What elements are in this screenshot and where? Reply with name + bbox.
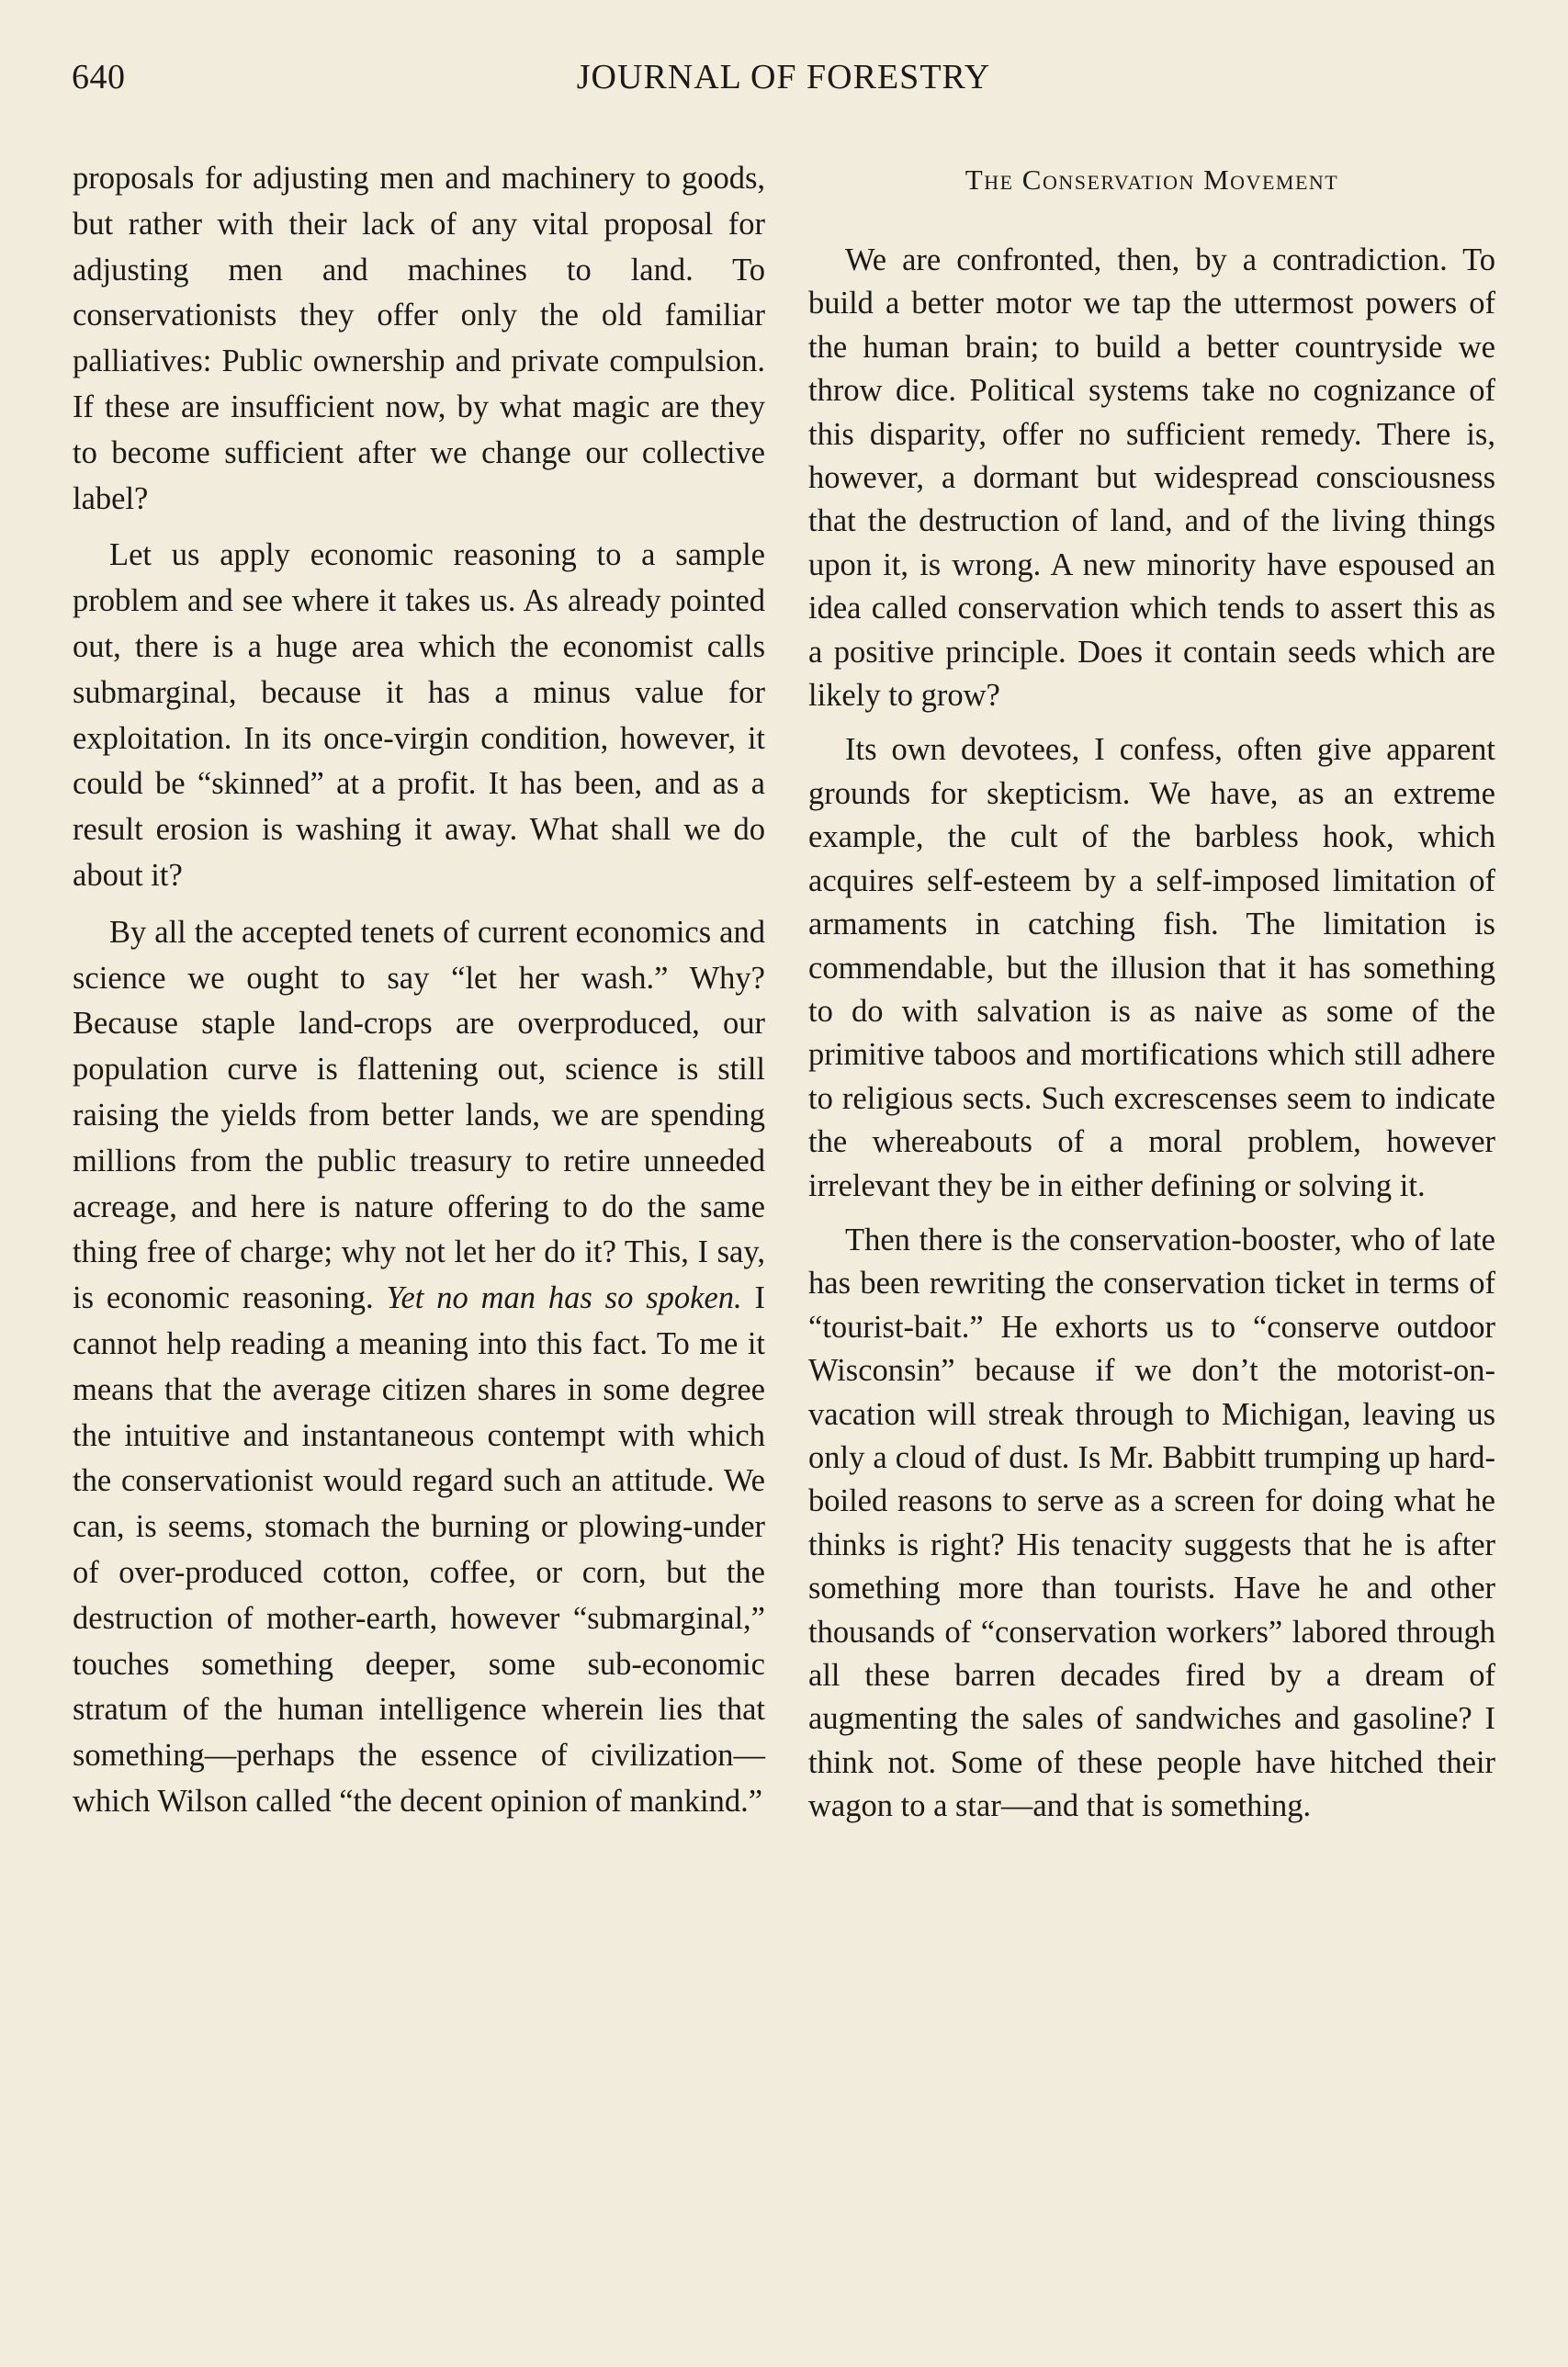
left-column — [73, 156, 765, 1836]
body-paragraph: proposals for adjusting men and machinery to goods, but rather with their lack of any vital proposal for adjusting men and machines to land. To conservationists they offer only the old familiar palliatives: Public ownership and private compulsion. If these are insufficient now, by what magic are they to become sufficient after we change our collective label? — [73, 161, 765, 516]
page-header — [72, 57, 1495, 112]
body-paragraph: We are confronted, then, by a contradiction. To build a better motor we tap the uttermost powers of the human brain; to build a better countryside we throw dice. Political systems take no cognizance of this disparity, offer no sufficient remedy. There is, however, a dormant but widespread consciousness that the destruction of land, and of the living things upon it, is wrong. A new minority have espoused an idea called conservation which tends to assert this as a positive principle. Does it contain seeds which are likely to grow? — [808, 242, 1495, 714]
body-paragraph: Its own devotees, I confess, often give apparent grounds for skepticism. We have, as an extreme example, the cult of the barbless hook, which acquires self-esteem by a self-imposed limitation of armaments in catching fish. The limitation is commendable, but the illusion that it has something to do with salvation is as naive as some of the primitive taboos and mortifications which still adhere to religious sects. Such excrescenses seem to indicate the whereabouts of a moral problem, however irrelevant they be in either defining or solving it. — [808, 732, 1495, 1203]
body-paragraph: Then there is the conservation-booster, who of late has been rewriting the conservation ticket in terms of “tourist-bait.” He exhorts us to “conserve outdoor Wisconsin” because if we don’t the motorist-on-vacation will streak through to Michigan, leaving us only a cloud of dust. Is Mr. Babbitt trumping up hard-boiled reasons to serve as a screen for doing what he thinks is right? His tenacity suggests that he is after something more than tourists. Have he and other thousands of “conservation workers” labored through all these barren decades fired by a dream of augmenting the sales of sandwiches and gasoline? I think not. Some of these people have hitched their wagon to a star—and that is something. — [808, 1222, 1495, 1824]
page-number: 640 — [72, 58, 126, 96]
paragraph-text: I cannot help reading a meaning into this fact. To me it means that the average citizen shares in some degree the intuitive and instantaneous contempt with which the conservationist would regard such an attitude. We can, is seems, stomach the burning or plowing-under of over-produced cotton, coffee, or corn, but the destruction of mother-earth, however “submarginal,” touches something deeper, some sub-economic stratum of the human intelligence wherein lies that something—perhaps the essence of civilization—which Wilson called “the decent opinion of mankind.” — [73, 1280, 765, 1819]
journal-title: JOURNAL OF FORESTRY — [576, 58, 991, 96]
right-column — [808, 158, 1495, 1840]
section-heading: The Conservation Movement — [964, 163, 1339, 196]
emphasized-text: Yet no man has so spoken. — [386, 1280, 742, 1316]
body-paragraph: Let us apply economic reasoning to a sample problem and see where it takes us. As already pointed out, there is a huge area which the economist calls submarginal, because it has a minus value for exploitation. In its once-virgin condition, however, it could be “skinned” at a profit. It has been, and as a result erosion is washing it away. What shall we do about it? — [73, 537, 765, 893]
paragraph-text: By all the accepted tenets of current economics and science we ought to say “let her wash.” Why? Because staple land-crops are overproduced, our population curve is flattening out, science is still raising the yields from better lands, we are spending millions from the public treasury to retire unneeded acreage, and here is nature offering to do the same thing free of charge; why not let her do it? This, I say, is economic reasoning. — [73, 914, 765, 1316]
body-paragraph — [73, 910, 765, 1825]
